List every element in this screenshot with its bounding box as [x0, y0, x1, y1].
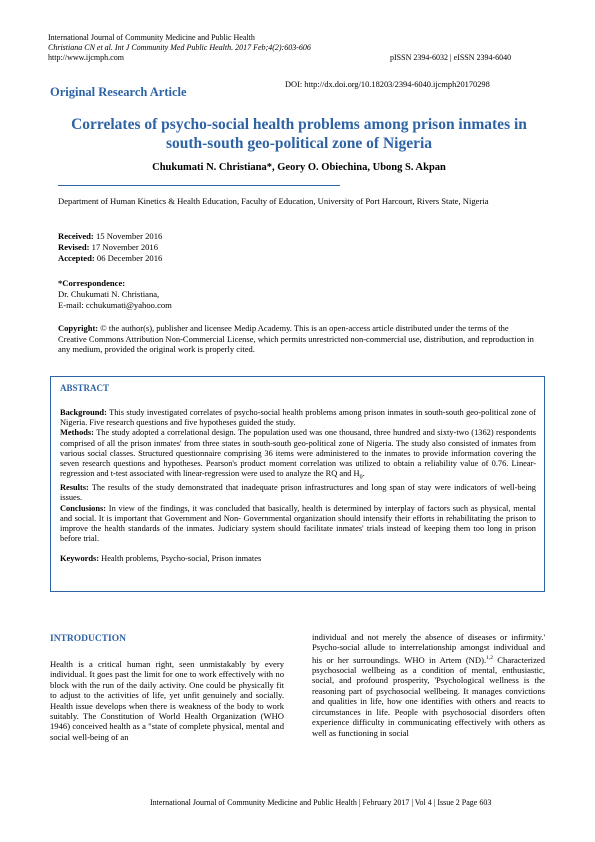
authors: Chukumati N. Christiana*, Geory O. Obiechina, Ubong S. Akpan: [152, 162, 446, 173]
accepted-label: Accepted:: [58, 253, 95, 263]
keywords-label: Keywords:: [60, 554, 100, 564]
correspondence-email[interactable]: E-mail: cchukumati@yahoo.com: [58, 300, 172, 310]
copyright: [58, 323, 538, 355]
conclusions-text: In view of the findings, it was concluded that basically, health is determined by interplay of factors such as physical, mental and social. It is important that Government and Non- Governmental organization should intensify their efforts in rehabilitating the prison to improve the health standards of the inmates. Judiciary system should facilitate inmates' trials instead of keeping them too long in prison before trial.: [60, 503, 536, 544]
title-divider: [58, 185, 340, 186]
dates: [58, 231, 162, 264]
affiliation: Department of Human Kinetics & Health Education, Faculty of Education, University of Port Harcourt, Rivers State, Nigeria: [58, 196, 489, 206]
doi[interactable]: DOI: http://dx.doi.org/10.18203/2394-6040.ijcmph20170298: [285, 80, 490, 89]
abstract-keywords: [60, 554, 536, 564]
right-column-text-a: individual and not merely the absence of diseases or infirmity.' Psycho-social allude to interrelationship amongst individual and his or her surroundings. WHO in Artem (ND).: [312, 632, 545, 665]
abstract-methods: [60, 428, 536, 483]
journal-url[interactable]: http://www.ijcmph.com: [48, 53, 124, 62]
received-date: 15 November 2016: [93, 231, 163, 241]
background-text: This study investigated correlates of psycho-social health problems among prison inmates in south-south geo-political zone of Nigeria. Five research questions and five hypotheses guided the study.: [60, 408, 536, 428]
left-column-text: Health is a critical human right, seen unmistakably by every individual. It goes past the limit for one to work effectively with no block with the run of the daily activity. One could be physically fit to adjust to the activities of life, yet unfit genuinely and socially. Health issue develops when there is weakness of the body to work suitably. The Constitution of World Health Organization (WHO 1946) conceived health as a "state of complete physical, mental and social well-being of an: [50, 659, 284, 742]
methods-label: Methods:: [60, 428, 94, 438]
correspondence-name: Dr. Chukumati N. Christiana,: [58, 289, 160, 299]
citation: Christiana CN et al. Int J Community Med Public Health. 2017 Feb;4(2):603-606: [48, 43, 311, 52]
abstract-results: [60, 483, 536, 503]
right-column: [312, 632, 545, 738]
left-column: [50, 659, 284, 742]
article-title: [48, 115, 550, 153]
keywords-text: Health problems, Psycho-social, Prison inmates: [99, 554, 262, 564]
correspondence-label: *Correspondence:: [58, 278, 126, 288]
methods-end: .: [362, 469, 365, 479]
copyright-label: Copyright:: [58, 323, 99, 333]
article-type: Original Research Article: [50, 85, 187, 99]
revised-label: Revised:: [58, 242, 90, 252]
citation-superscript: 1,2: [486, 654, 493, 661]
results-text: The results of the study demonstrated that inadequate prison infrastructures and long span of stay were indicators of well-being issues.: [60, 483, 536, 503]
correspondence: [58, 278, 172, 311]
revised-date: 17 November 2016: [89, 242, 159, 252]
conclusions-label: Conclusions:: [60, 503, 107, 513]
results-label: Results:: [60, 483, 89, 493]
accepted-date: 06 December 2016: [94, 253, 163, 263]
abstract-heading: ABSTRACT: [60, 383, 110, 393]
page-footer: International Journal of Community Medicine and Public Health | February 2017 | Vol 4 | Issue 2 Page 603: [150, 798, 492, 807]
received-label: Received:: [58, 231, 94, 241]
title-line-1: Correlates of psycho-social health problems among prison inmates in: [71, 116, 527, 133]
abstract-conclusions: [60, 504, 536, 545]
abstract-background: [60, 408, 536, 428]
copyright-text: © the author(s), publisher and licensee Medip Academy. This is an open-access article distributed under the terms of the Creative Commons Attribution Non-Commercial License, which permits unrestricted non-commercial use, distribution, and reproduction in any medium, provided the original work is properly cited.: [58, 323, 534, 355]
journal-name: International Journal of Community Medicine and Public Health: [48, 33, 255, 42]
methods-subscript: 0: [359, 474, 363, 481]
right-column-paragraph: [312, 632, 545, 738]
issn: pISSN 2394-6032 | eISSN 2394-6040: [390, 53, 512, 62]
background-label: Background:: [60, 408, 107, 417]
title-line-2: south-south geo-political zone of Nigeria: [165, 135, 433, 152]
introduction-heading: INTRODUCTION: [50, 634, 127, 644]
abstract-box: [50, 376, 545, 592]
right-column-text-b: Characterized psychosocial wellbeing as a condition of mental, enthusiastic, social, and profound prosperity, 'Psychological wellness is the reasoning part of psychosocial wellbeing. It manages convictions and qualities in life, how one identifies with others and reacts to circumstances in life. People with psychosocial disorders often experience difficulty in communicating effectively with others as well as functioning in social: [312, 654, 545, 738]
methods-text: The study adopted a correlational design. The population used was one thousand, three hundred and sixty-two (1362) respondents comprised of all the prison inmates' from three states in south-south geo-political zone of Nigeria. The study also consisted of inmates from various social classes. Structured questionnaire comprising 36 items were administered to the inmates to provide information covering the seven research questions and hypotheses. Pearson's product moment correlation was utilized to obtain a reliability value of 0.76. Linear-regression and t-test associated with linear-regression were used to analyze the RQ and H: [60, 428, 536, 479]
